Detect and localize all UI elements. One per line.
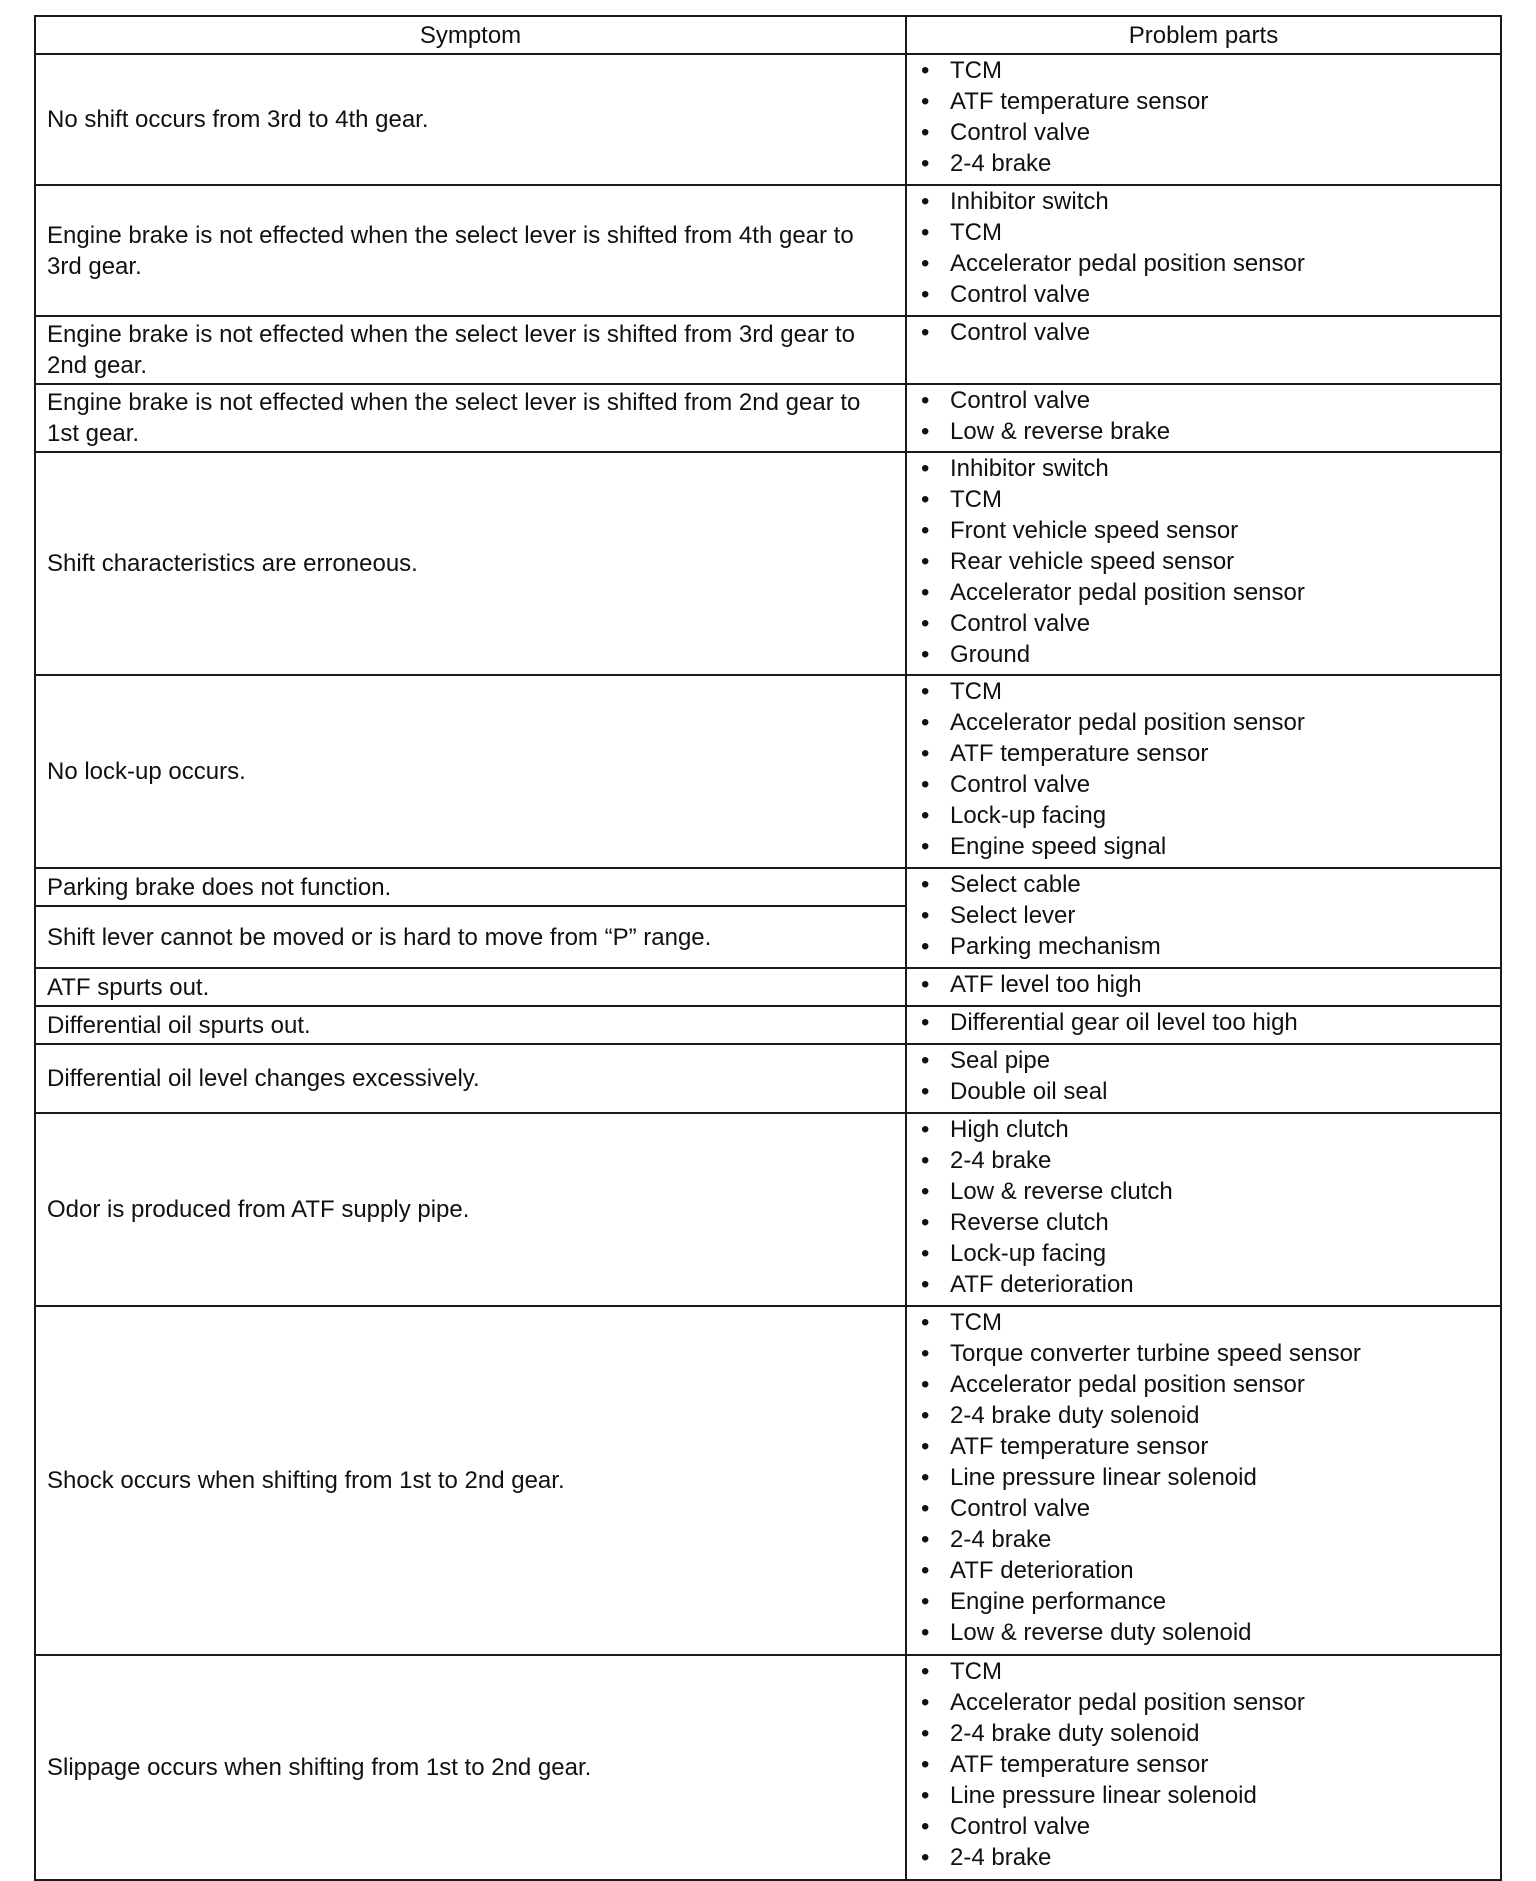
problem-part-item: • TCM (916, 55, 1492, 86)
problem-part-item: • ATF temperature sensor (916, 86, 1492, 117)
problem-part-item: • Control valve (916, 1493, 1492, 1524)
problem-part-item: • TCM (916, 676, 1492, 707)
symptom-cell: Parking brake does not function. (35, 868, 906, 906)
problem-part-item: • TCM (916, 1656, 1492, 1687)
parts-list (916, 453, 1492, 670)
problem-part-item: • Control valve (916, 279, 1492, 310)
problem-part-item: • 2-4 brake (916, 1842, 1492, 1873)
table-row (35, 1306, 1501, 1655)
problem-part-item: • Control valve (916, 117, 1492, 148)
problem-part-item: • Reverse clutch (916, 1207, 1492, 1238)
symptom-table (34, 15, 1502, 1881)
parts-cell (906, 1044, 1501, 1113)
table-row (35, 1044, 1501, 1113)
problem-part-item: • Ground (916, 639, 1492, 670)
problem-part-item: • Accelerator pedal position sensor (916, 248, 1492, 279)
symptom-cell: Shift characteristics are erroneous. (35, 452, 906, 675)
table-row (35, 54, 1501, 185)
problem-part-item: • Accelerator pedal position sensor (916, 1369, 1492, 1400)
problem-part-item: • ATF level too high (916, 969, 1492, 1000)
parts-cell (906, 1306, 1501, 1655)
header-symptom: Symptom (35, 16, 906, 54)
problem-part-item: • Low & reverse clutch (916, 1176, 1492, 1207)
problem-part-item: • 2-4 brake (916, 148, 1492, 179)
problem-part-item: • Accelerator pedal position sensor (916, 707, 1492, 738)
problem-part-item: • Engine speed signal (916, 831, 1492, 862)
problem-part-item: • Accelerator pedal position sensor (916, 577, 1492, 608)
header-problem-parts: Problem parts (906, 16, 1501, 54)
problem-part-item: • Control valve (916, 385, 1492, 416)
parts-list (916, 385, 1492, 447)
parts-cell (906, 185, 1501, 316)
symptom-cell: Engine brake is not effected when the select lever is shifted from 4th gear to 3rd gear. (35, 185, 906, 316)
parts-list (916, 676, 1492, 862)
parts-list (916, 186, 1492, 310)
symptom-cell: No shift occurs from 3rd to 4th gear. (35, 54, 906, 185)
problem-part-item: • Accelerator pedal position sensor (916, 1687, 1492, 1718)
table-row (35, 1113, 1501, 1306)
problem-part-item: • TCM (916, 484, 1492, 515)
problem-part-item: • Inhibitor switch (916, 186, 1492, 217)
problem-part-item: • Low & reverse duty solenoid (916, 1617, 1492, 1648)
problem-part-item: • Torque converter turbine speed sensor (916, 1338, 1492, 1369)
problem-part-item: • Lock-up facing (916, 1238, 1492, 1269)
parts-cell (906, 675, 1501, 868)
symptom-cell: Odor is produced from ATF supply pipe. (35, 1113, 906, 1306)
parts-list (916, 1007, 1492, 1038)
parts-list (916, 969, 1492, 1000)
problem-part-item: • Control valve (916, 1811, 1492, 1842)
parts-cell (906, 54, 1501, 185)
problem-part-item: • Seal pipe (916, 1045, 1492, 1076)
parts-list (916, 1114, 1492, 1300)
problem-part-item: • Control valve (916, 317, 1492, 348)
parts-cell (906, 1006, 1501, 1044)
parts-list (916, 1307, 1492, 1648)
problem-part-item: • Parking mechanism (916, 931, 1492, 962)
problem-part-item: • High clutch (916, 1114, 1492, 1145)
problem-part-item: • 2-4 brake (916, 1145, 1492, 1176)
problem-part-item: • 2-4 brake duty solenoid (916, 1400, 1492, 1431)
parts-cell (906, 316, 1501, 384)
symptom-cell: Differential oil spurts out. (35, 1006, 906, 1044)
problem-part-item: • Select cable (916, 869, 1492, 900)
parts-list (916, 1656, 1492, 1873)
problem-part-item: • Low & reverse brake (916, 416, 1492, 447)
symptom-cell: Shock occurs when shifting from 1st to 2nd gear. (35, 1306, 906, 1655)
problem-part-item: • ATF temperature sensor (916, 738, 1492, 769)
table-row (35, 675, 1501, 868)
table-row (35, 968, 1501, 1006)
table-row (35, 1006, 1501, 1044)
problem-part-item: • Differential gear oil level too high (916, 1007, 1492, 1038)
problem-part-item: • Lock-up facing (916, 800, 1492, 831)
symptom-cell: Engine brake is not effected when the select lever is shifted from 3rd gear to 2nd gear. (35, 316, 906, 384)
symptom-cell: Differential oil level changes excessively. (35, 1044, 906, 1113)
parts-list (916, 317, 1492, 348)
problem-part-item: • Rear vehicle speed sensor (916, 546, 1492, 577)
table-row (35, 452, 1501, 675)
problem-part-item: • 2-4 brake duty solenoid (916, 1718, 1492, 1749)
symptom-cell: Engine brake is not effected when the select lever is shifted from 2nd gear to 1st gear. (35, 384, 906, 452)
table-row (35, 1655, 1501, 1880)
problem-part-item: • TCM (916, 217, 1492, 248)
problem-part-item: • 2-4 brake (916, 1524, 1492, 1555)
problem-part-item: • Line pressure linear solenoid (916, 1780, 1492, 1811)
problem-part-item: • Control valve (916, 608, 1492, 639)
parts-cell (906, 868, 1501, 968)
table-body (35, 54, 1501, 1880)
symptom-cell: Shift lever cannot be moved or is hard to move from “P” range. (35, 906, 906, 968)
parts-cell (906, 1113, 1501, 1306)
symptom-cell: No lock-up occurs. (35, 675, 906, 868)
header-row (35, 16, 1501, 54)
parts-cell (906, 1655, 1501, 1880)
parts-list (916, 55, 1492, 179)
symptom-cell: ATF spurts out. (35, 968, 906, 1006)
problem-part-item: • Inhibitor switch (916, 453, 1492, 484)
parts-cell (906, 968, 1501, 1006)
problem-part-item: • ATF deterioration (916, 1269, 1492, 1300)
problem-part-item: • ATF temperature sensor (916, 1749, 1492, 1780)
problem-part-item: • Control valve (916, 769, 1492, 800)
parts-list (916, 1045, 1492, 1107)
problem-part-item: • Line pressure linear solenoid (916, 1462, 1492, 1493)
table-row (35, 185, 1501, 316)
problem-part-item: • Engine performance (916, 1586, 1492, 1617)
table-row (35, 384, 1501, 452)
table-row (35, 868, 1501, 906)
problem-part-item: • TCM (916, 1307, 1492, 1338)
parts-cell (906, 384, 1501, 452)
problem-part-item: • ATF temperature sensor (916, 1431, 1492, 1462)
problem-part-item: • Front vehicle speed sensor (916, 515, 1492, 546)
problem-part-item: • Double oil seal (916, 1076, 1492, 1107)
table-row (35, 316, 1501, 384)
problem-part-item: • ATF deterioration (916, 1555, 1492, 1586)
problem-part-item: • Select lever (916, 900, 1492, 931)
parts-cell (906, 452, 1501, 675)
parts-list (916, 869, 1492, 962)
symptom-cell: Slippage occurs when shifting from 1st to 2nd gear. (35, 1655, 906, 1880)
